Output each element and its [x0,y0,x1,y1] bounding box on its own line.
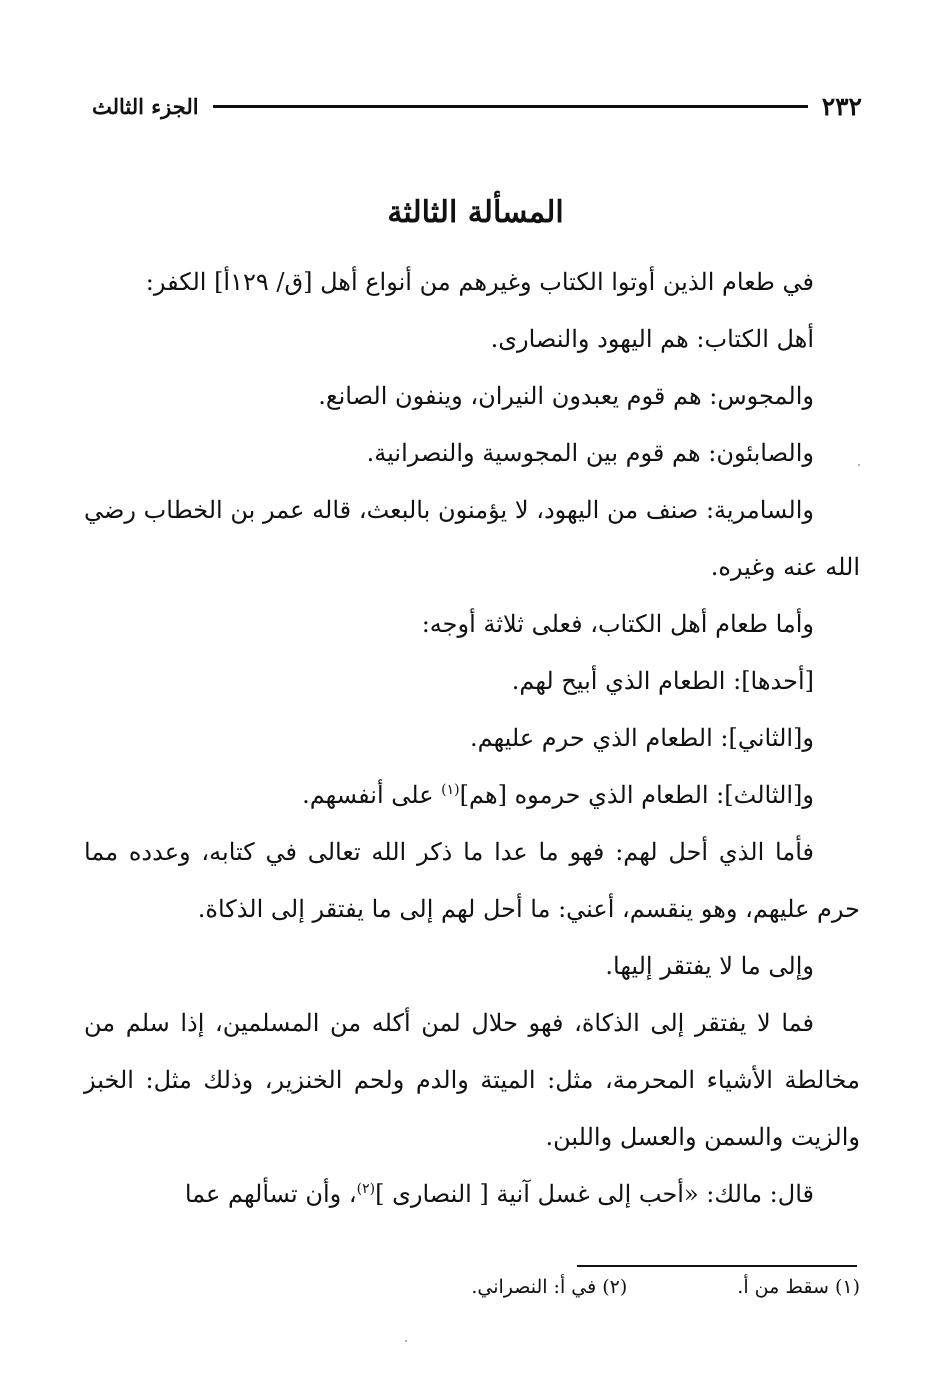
body-text [84,254,860,1223]
header-rule [213,105,808,108]
paragraph-majus: والمجوس: هم قوم يعبدون النيران، وينفون الصانع. [318,382,814,410]
footnote-rule [577,1265,857,1267]
running-header [92,86,862,126]
paragraph-third-text: و[الثالث]: الطعام الذي حرموه [هم] [459,781,814,809]
paragraph-intro: في طعام الذين أوتوا الكتاب وغيرهم من أنواع أهل [ق/ ١٢٩أ] الكفر: [145,268,814,296]
paragraph-not-needing: وإلى ما لا يفتقر إليها. [605,952,814,980]
paragraph-third [84,767,860,824]
paragraph-third-text-end: على أنفسهم. [302,781,442,809]
part-title: الجزء الثالث [92,93,199,119]
paragraph-sabiun: والصابئون: هم قوم بين المجوسية والنصرانية. [366,439,814,467]
paragraph-malik-text: قال: مالك: «أحب إلى غسل آنية [ النصارى ] [375,1180,814,1208]
scan-speck [405,1340,407,1342]
scan-speck [858,464,860,466]
paragraph-first: [أحدها]: الطعام الذي أبيح لهم. [511,667,814,695]
paragraph-second: و[الثاني]: الطعام الذي حرم عليهم. [469,724,814,752]
page-number: ٢٣٢ [821,91,862,121]
footnote-1: (١) سقط من أ. [737,1276,860,1298]
footnote-ref-1: (١) [441,782,460,798]
paragraph-samiriya: والسامرية: صنف من اليهود، لا يؤمنون بالبعث، قاله عمر بن الخطاب رضي الله عنه وغيره. [84,496,860,581]
paragraph-malik [84,1166,860,1223]
footnote-2: (٢) في أ: النصراني. [471,1276,628,1298]
footnote-ref-2: (٢) [356,1181,376,1197]
section-title: المسألة الثالثة [387,195,564,230]
paragraph-permitted: فأما الذي أحل لهم: فهو ما عدا ما ذكر الله تعالى في كتابه، وعدده مما حرم عليهم، وهو ينقسم، أعني: ما أحل لهم إلى ما يفتقر إلى الذكاة. [84,838,860,923]
paragraph-ahl-al-kitab: أهل الكتاب: هم اليهود والنصارى. [490,325,814,353]
paragraph-three-aspects: وأما طعام أهل الكتاب، فعلى ثلاثة أوجه: [421,610,814,638]
paragraph-malik-text-end: ، وأن تسألهم عما [184,1180,357,1208]
footnotes [300,1276,860,1298]
paragraph-halal: فما لا يفتقر إلى الذكاة، فهو حلال لمن أكله من المسلمين، إذا سلم من مخالطة الأشياء المحرمة، مثل: الميتة والدم ولحم الخنزير، وذلك مثل: الخبز والزيت والسمن والعسل واللبن. [84,1009,860,1151]
